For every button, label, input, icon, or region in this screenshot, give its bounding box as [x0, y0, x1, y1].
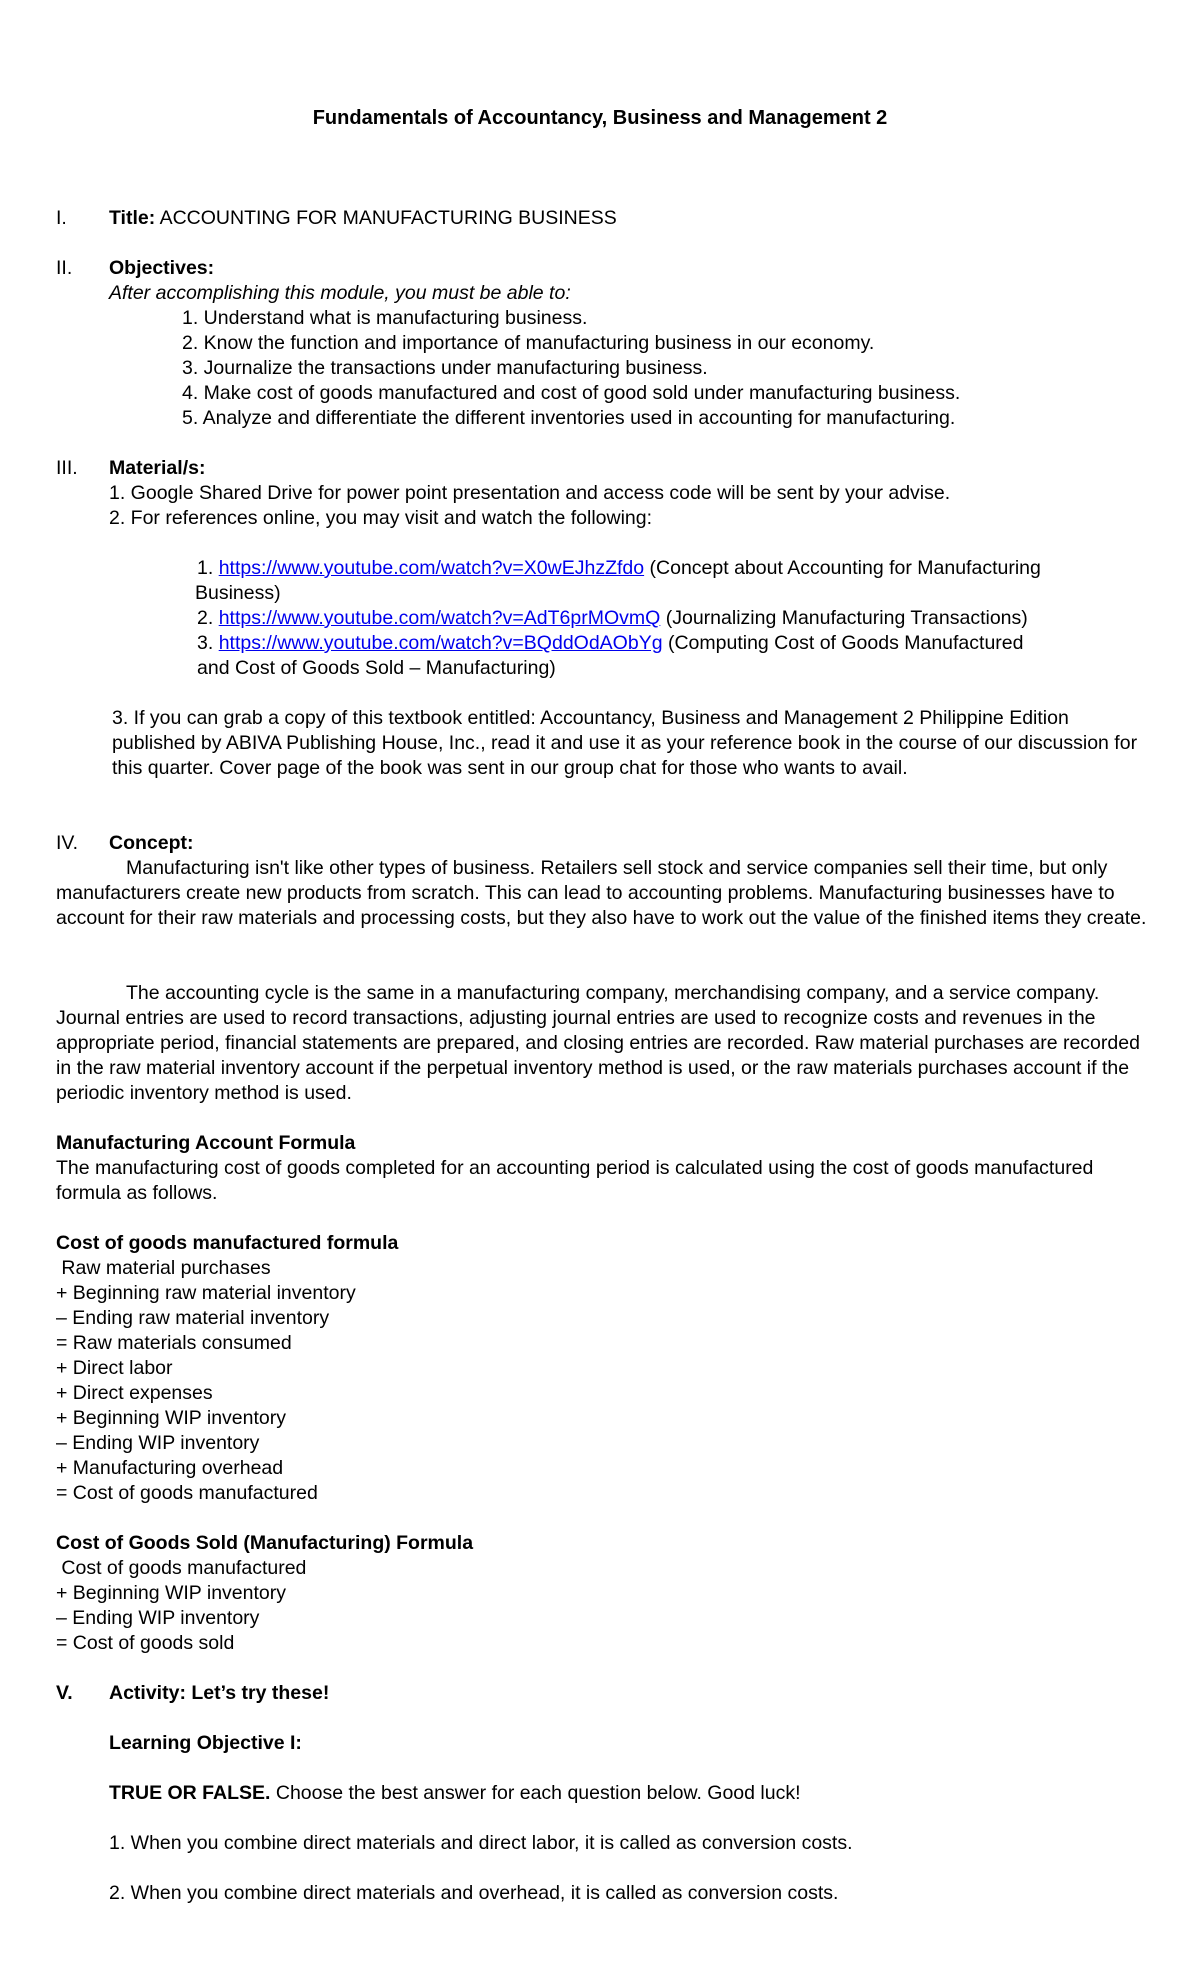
material-item-textbook: 3. If you can grab a copy of this textbook entitled: Accountancy, Business and Management 2 Philippine Edition published by ABIVA Publishing House, Inc., read it and use it as your reference book in the course of our discussion for this quarter. Cover page of the book was sent in our group chat for those who wants to avail.: [112, 707, 1138, 779]
true-false-label: TRUE OR FALSE.: [109, 1782, 271, 1804]
link-description: (Concept about Accounting for Manufacturing: [644, 557, 1041, 579]
section-number: IV.: [56, 832, 79, 854]
cogm-line: – Ending WIP inventory: [56, 1432, 260, 1454]
reference-link-item: [197, 631, 1023, 656]
learning-objective-heading: Learning Objective I:: [109, 1732, 302, 1754]
link-description: (Computing Cost of Goods Manufactured: [662, 632, 1024, 654]
question-item: 1. When you combine direct materials and direct labor, it is called as conversion costs.: [109, 1832, 853, 1854]
reference-link-description-cont: Business): [195, 582, 281, 604]
link-number: 1.: [197, 557, 219, 579]
material-item: 2. For references online, you may visit and watch the following:: [109, 507, 653, 529]
cogm-line: = Cost of goods manufactured: [56, 1482, 318, 1504]
cogm-line: = Raw materials consumed: [56, 1332, 292, 1354]
link-number: 3.: [197, 632, 219, 654]
title-text: ACCOUNTING FOR MANUFACTURING BUSINESS: [155, 207, 617, 229]
section-title-line: [109, 206, 617, 231]
cogs-line: + Beginning WIP inventory: [56, 1582, 286, 1604]
section-number: V.: [56, 1682, 73, 1704]
cogm-line: + Manufacturing overhead: [56, 1457, 284, 1479]
reference-link-description-cont: and Cost of Goods Sold – Manufacturing): [197, 657, 556, 679]
cogm-line: Raw material purchases: [56, 1257, 271, 1279]
youtube-link-2[interactable]: https://www.youtube.com/watch?v=AdT6prMOvmQ: [218, 607, 661, 629]
section-number: I.: [56, 207, 67, 229]
concept-heading: Concept:: [109, 832, 194, 854]
formula-description: The manufacturing cost of goods completed for an accounting period is calculated using the cost of goods manufactured formula as follows.: [56, 1157, 1094, 1204]
true-false-text: Choose the best answer for each question below. Good luck!: [270, 1782, 801, 1804]
title-label: Title:: [109, 207, 156, 229]
link-description: (Journalizing Manufacturing Transactions): [660, 607, 1028, 629]
formula-heading: Manufacturing Account Formula: [56, 1132, 356, 1154]
reference-link-item: [197, 556, 1041, 581]
cogm-line: – Ending raw material inventory: [56, 1307, 330, 1329]
cogm-heading: Cost of goods manufactured formula: [56, 1232, 399, 1254]
youtube-link-1[interactable]: https://www.youtube.com/watch?v=X0wEJhzZfdo: [218, 557, 645, 579]
section-number: II.: [56, 257, 73, 279]
cogm-line: + Direct expenses: [56, 1382, 213, 1404]
objectives-heading: Objectives:: [109, 257, 215, 279]
youtube-link-3[interactable]: https://www.youtube.com/watch?v=BQddOdAObYg: [218, 632, 663, 654]
objective-item: 2. Know the function and importance of manufacturing business in our economy.: [182, 332, 875, 354]
objective-item: 3. Journalize the transactions under manufacturing business.: [182, 357, 708, 379]
question-item: 2. When you combine direct materials and overhead, it is called as conversion costs.: [109, 1882, 839, 1904]
objective-item: 1. Understand what is manufacturing business.: [182, 307, 588, 329]
objective-item: 4. Make cost of goods manufactured and cost of good sold under manufacturing business.: [182, 382, 961, 404]
cogm-line: + Beginning raw material inventory: [56, 1282, 356, 1304]
cogs-line: = Cost of goods sold: [56, 1632, 235, 1654]
activity-heading: Activity: Let’s try these!: [109, 1682, 330, 1704]
objective-item: 5. Analyze and differentiate the different inventories used in accounting for manufacturing.: [182, 407, 956, 429]
cogm-line: + Direct labor: [56, 1357, 173, 1379]
concept-paragraph-2: The accounting cycle is the same in a manufacturing company, merchandising company, and a service company. Journal entries are used to record transactions, adjusting journal entries are used to recognize costs and revenues in the appropriate period, financial statements are prepared, and closing entries are recorded. Raw material purchases are recorded in the raw material inventory account if the perpetual inventory method is used, or the raw materials purchases account if the periodic inventory method is used.: [56, 982, 1140, 1104]
link-number: 2.: [197, 607, 219, 629]
materials-heading: Material/s:: [109, 457, 206, 479]
cogs-line: Cost of goods manufactured: [56, 1557, 307, 1579]
objectives-intro: After accomplishing this module, you must be able to:: [109, 282, 571, 304]
material-item: 1. Google Shared Drive for power point presentation and access code will be sent by your advise.: [109, 482, 951, 504]
true-false-instructions: [109, 1781, 801, 1806]
cogm-line: + Beginning WIP inventory: [56, 1407, 286, 1429]
cogs-heading: Cost of Goods Sold (Manufacturing) Formula: [56, 1532, 474, 1554]
cogs-line: – Ending WIP inventory: [56, 1607, 260, 1629]
section-number: III.: [56, 457, 78, 479]
reference-link-item: [197, 606, 1028, 631]
document-title: Fundamentals of Accountancy, Business and Management 2: [312, 107, 888, 129]
concept-paragraph-1: Manufacturing isn't like other types of business. Retailers sell stock and service companies sell their time, but only manufacturers create new products from scratch. This can lead to accounting problems. Manufacturing businesses have to account for their raw materials and processing costs, but they also have to work out the value of the finished items they create.: [56, 857, 1147, 929]
